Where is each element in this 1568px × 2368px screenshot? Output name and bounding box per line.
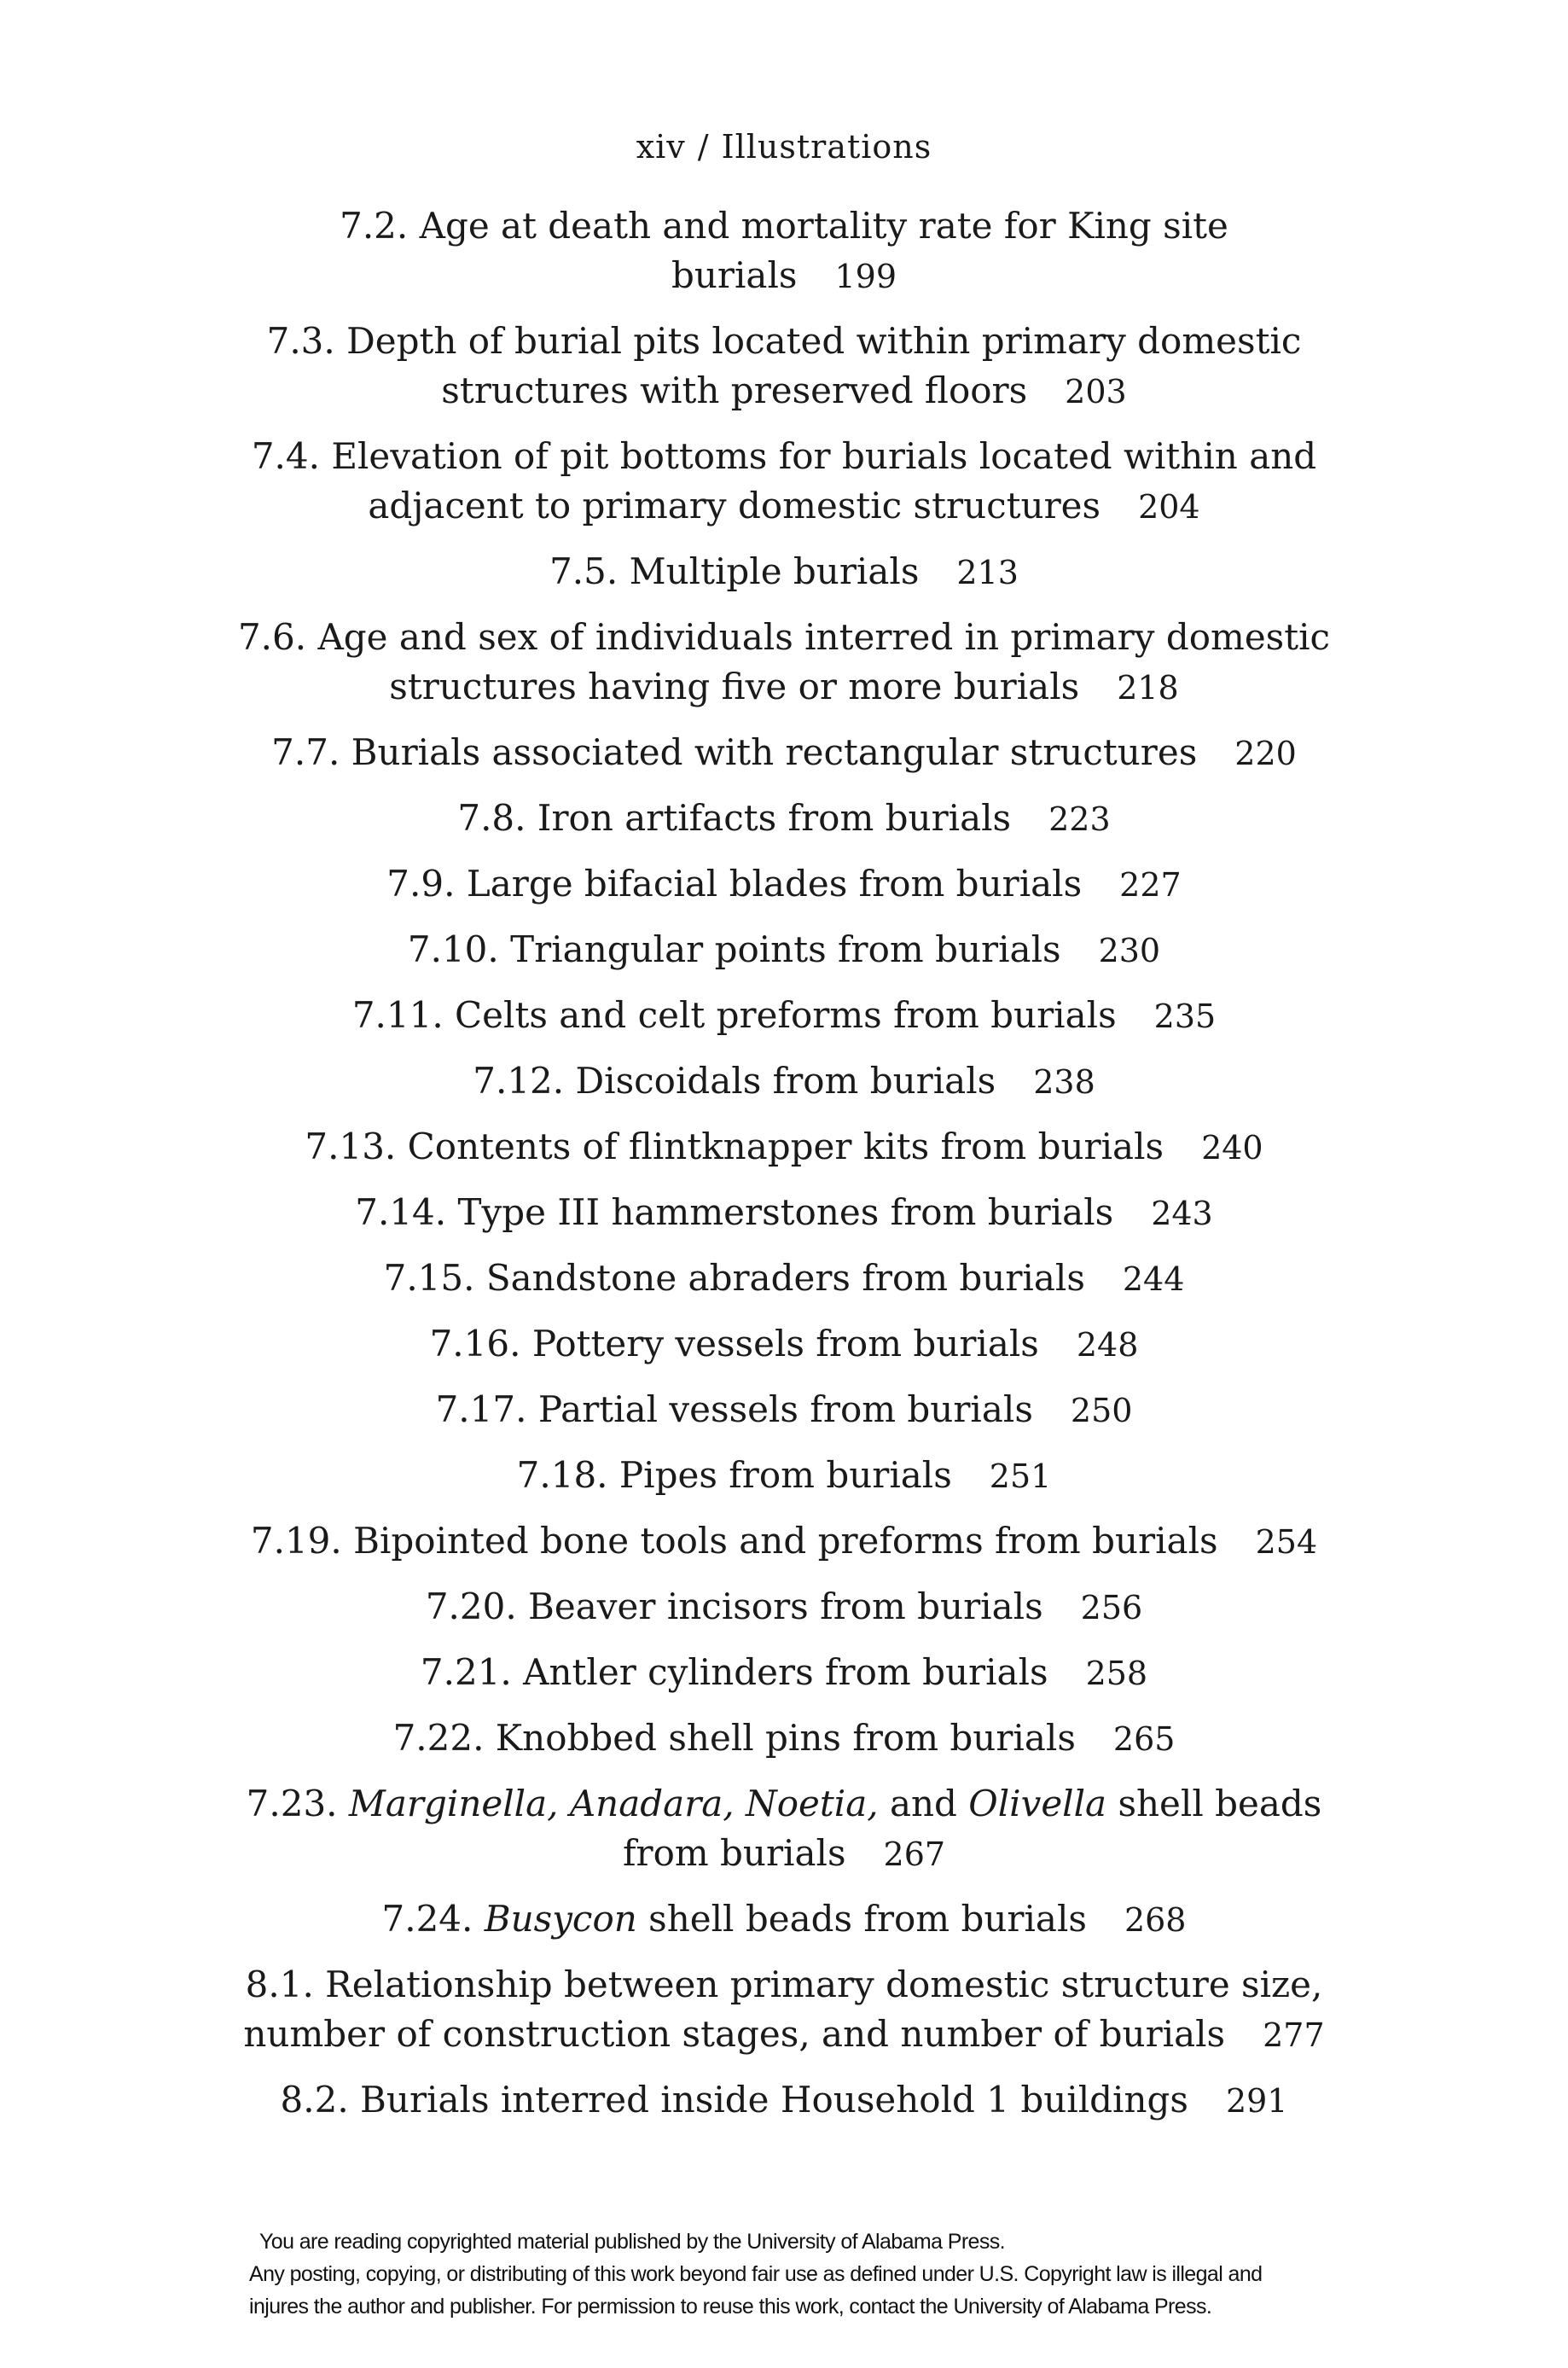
running-head bbox=[0, 128, 1568, 166]
list-item bbox=[229, 547, 1339, 597]
entry-page-number: 230 bbox=[1098, 932, 1161, 969]
entry-page-number: 203 bbox=[1065, 373, 1127, 410]
entry-page-number: 204 bbox=[1138, 488, 1200, 526]
entry-number: 7.2. bbox=[340, 205, 409, 247]
list-item bbox=[229, 613, 1339, 713]
entry-number: 7.7. bbox=[271, 731, 340, 773]
entry-page-number: 250 bbox=[1070, 1392, 1133, 1429]
entry-title: Beaver incisors from burials bbox=[528, 1585, 1043, 1627]
entry-title: and bbox=[878, 1783, 969, 1824]
entry-number: 7.13. bbox=[305, 1126, 397, 1167]
entry-page-number: 227 bbox=[1119, 866, 1182, 904]
entry-number: 7.19. bbox=[250, 1520, 342, 1562]
entry-page-number: 240 bbox=[1201, 1129, 1263, 1167]
entry-title: Large bifacial blades from burials bbox=[466, 863, 1083, 905]
entry-page-number: 235 bbox=[1153, 998, 1217, 1035]
entry-number: 7.12. bbox=[473, 1060, 565, 1102]
running-head-separator: / bbox=[697, 128, 710, 166]
entry-title: shell beads from burials bbox=[622, 1783, 1322, 1874]
copyright-notice-line-3: injures the author and publisher. For permission to reuse this work, contact the University of Alabama Press. bbox=[249, 2295, 1212, 2319]
entry-title: Sandstone abraders from burials bbox=[485, 1257, 1085, 1299]
entry-page-number: 291 bbox=[1225, 2082, 1288, 2120]
entry-title: Knobbed shell pins from burials bbox=[495, 1717, 1076, 1759]
entry-number: 7.16. bbox=[429, 1323, 521, 1364]
entry-title: Multiple burials bbox=[629, 550, 920, 592]
entry-page-number: 267 bbox=[883, 1836, 946, 1873]
entry-page-number: 268 bbox=[1124, 1901, 1187, 1939]
list-item bbox=[229, 1254, 1339, 1304]
copyright-notice bbox=[249, 2225, 1358, 2323]
entry-page-number: 213 bbox=[956, 554, 1019, 591]
list-item bbox=[229, 1582, 1339, 1632]
entry-title: Type III hammerstones from burials bbox=[457, 1191, 1114, 1233]
copyright-notice-line-1: You are reading copyrighted material published by the University of Alabama Press. bbox=[259, 2230, 1006, 2254]
entry-page-number: 256 bbox=[1080, 1589, 1143, 1626]
illustrations-list bbox=[0, 201, 1568, 2141]
list-item bbox=[229, 2075, 1339, 2126]
entry-number: 7.3. bbox=[266, 320, 335, 362]
list-item bbox=[229, 1122, 1339, 1172]
list-item bbox=[229, 1894, 1339, 1945]
entry-page-number: 199 bbox=[834, 258, 897, 295]
entry-title: Age and sex of individuals interred in primary domestic structures having five or more burials bbox=[317, 616, 1331, 707]
entry-page-number: 258 bbox=[1085, 1655, 1148, 1692]
list-item bbox=[229, 728, 1339, 778]
entry-title: Elevation of pit bottoms for burials located within and adjacent to primary domestic structures bbox=[331, 435, 1317, 527]
list-item bbox=[229, 1319, 1339, 1370]
entry-number: 7.8. bbox=[457, 797, 526, 839]
entry-title: Pottery vessels from burials bbox=[531, 1323, 1039, 1364]
entry-number: 7.6. bbox=[237, 616, 307, 658]
entry-title: Burials interred inside Household 1 buildings bbox=[360, 2079, 1188, 2121]
entry-number: 7.4. bbox=[251, 435, 320, 477]
entry-page-number: 244 bbox=[1122, 1260, 1185, 1298]
entry-page-number: 223 bbox=[1048, 800, 1111, 838]
entry-number: 7.24. bbox=[381, 1898, 473, 1940]
list-item bbox=[229, 1960, 1339, 2060]
entry-page-number: 220 bbox=[1234, 735, 1297, 772]
entry-title: Marginella, Anadara, Noetia, bbox=[348, 1783, 879, 1824]
list-item bbox=[229, 201, 1339, 301]
list-item bbox=[229, 1779, 1339, 1879]
list-item bbox=[229, 991, 1339, 1041]
entry-title: Relationship between primary domestic structure size, number of construction stages, and number of burials bbox=[243, 1964, 1323, 2055]
entry-title: Burials associated with rectangular structures bbox=[351, 731, 1198, 773]
list-item bbox=[229, 794, 1339, 844]
entry-number: 7.11. bbox=[351, 994, 444, 1036]
entry-page-number: 254 bbox=[1255, 1523, 1318, 1561]
entry-number: 8.1. bbox=[245, 1964, 314, 2005]
list-item bbox=[229, 1451, 1339, 1501]
entry-title: shell beads from burials bbox=[636, 1898, 1087, 1940]
entry-title: Age at death and mortality rate for King site burials bbox=[419, 205, 1228, 296]
list-item bbox=[229, 1713, 1339, 1764]
entry-title: Bipointed bone tools and preforms from burials bbox=[353, 1520, 1218, 1562]
copyright-notice-line-2: Any posting, copying, or distributing of this work beyond fair use as defined under U.S. Copyright law is illegal and bbox=[249, 2262, 1263, 2286]
entry-number: 8.2. bbox=[280, 2079, 349, 2121]
entry-title: Pipes from burials bbox=[618, 1454, 952, 1496]
list-item bbox=[229, 1648, 1339, 1698]
entry-number: 7.17. bbox=[435, 1388, 527, 1430]
entry-number: 7.14. bbox=[355, 1191, 447, 1233]
entry-number: 7.21. bbox=[420, 1651, 512, 1693]
entry-title: Discoidals from burials bbox=[575, 1060, 996, 1102]
entry-page-number: 243 bbox=[1151, 1195, 1213, 1232]
entry-page-number: 265 bbox=[1112, 1720, 1176, 1758]
entry-title: Busycon bbox=[484, 1898, 637, 1940]
entry-title: Antler cylinders from burials bbox=[523, 1651, 1048, 1693]
entry-title: Celts and celt preforms from burials bbox=[455, 994, 1117, 1036]
entry-number: 7.23. bbox=[246, 1783, 338, 1824]
entry-title: Contents of flintknapper kits from burials bbox=[407, 1126, 1164, 1167]
section-title: Illustrations bbox=[721, 128, 932, 166]
entry-title: Triangular points from burials bbox=[510, 928, 1061, 970]
entry-title: Depth of burial pits located within primary domestic structures with preserved floors bbox=[346, 320, 1302, 411]
entry-page-number: 277 bbox=[1263, 2016, 1325, 2054]
list-item bbox=[229, 1385, 1339, 1435]
entry-title: Partial vessels from burials bbox=[537, 1388, 1033, 1430]
entry-number: 7.5. bbox=[549, 550, 618, 592]
list-item bbox=[229, 859, 1339, 910]
list-item bbox=[229, 925, 1339, 975]
entry-number: 7.22. bbox=[392, 1717, 485, 1759]
list-item bbox=[229, 1056, 1339, 1107]
entry-page-number: 218 bbox=[1117, 669, 1179, 707]
entry-number: 7.10. bbox=[407, 928, 499, 970]
entry-title: Iron artifacts from burials bbox=[537, 797, 1012, 839]
list-item bbox=[229, 317, 1339, 416]
list-item bbox=[229, 432, 1339, 532]
entry-page-number: 238 bbox=[1033, 1063, 1095, 1101]
entry-title: Olivella bbox=[968, 1783, 1107, 1824]
entry-number: 7.18. bbox=[516, 1454, 608, 1496]
entry-page-number: 248 bbox=[1076, 1326, 1139, 1364]
entry-number: 7.20. bbox=[425, 1585, 517, 1627]
list-item bbox=[229, 1188, 1339, 1238]
folio-number: xiv bbox=[636, 128, 686, 166]
list-item bbox=[229, 1516, 1339, 1567]
entry-number: 7.9. bbox=[386, 863, 456, 905]
entry-page-number: 251 bbox=[989, 1457, 1052, 1495]
entry-number: 7.15. bbox=[383, 1257, 475, 1299]
